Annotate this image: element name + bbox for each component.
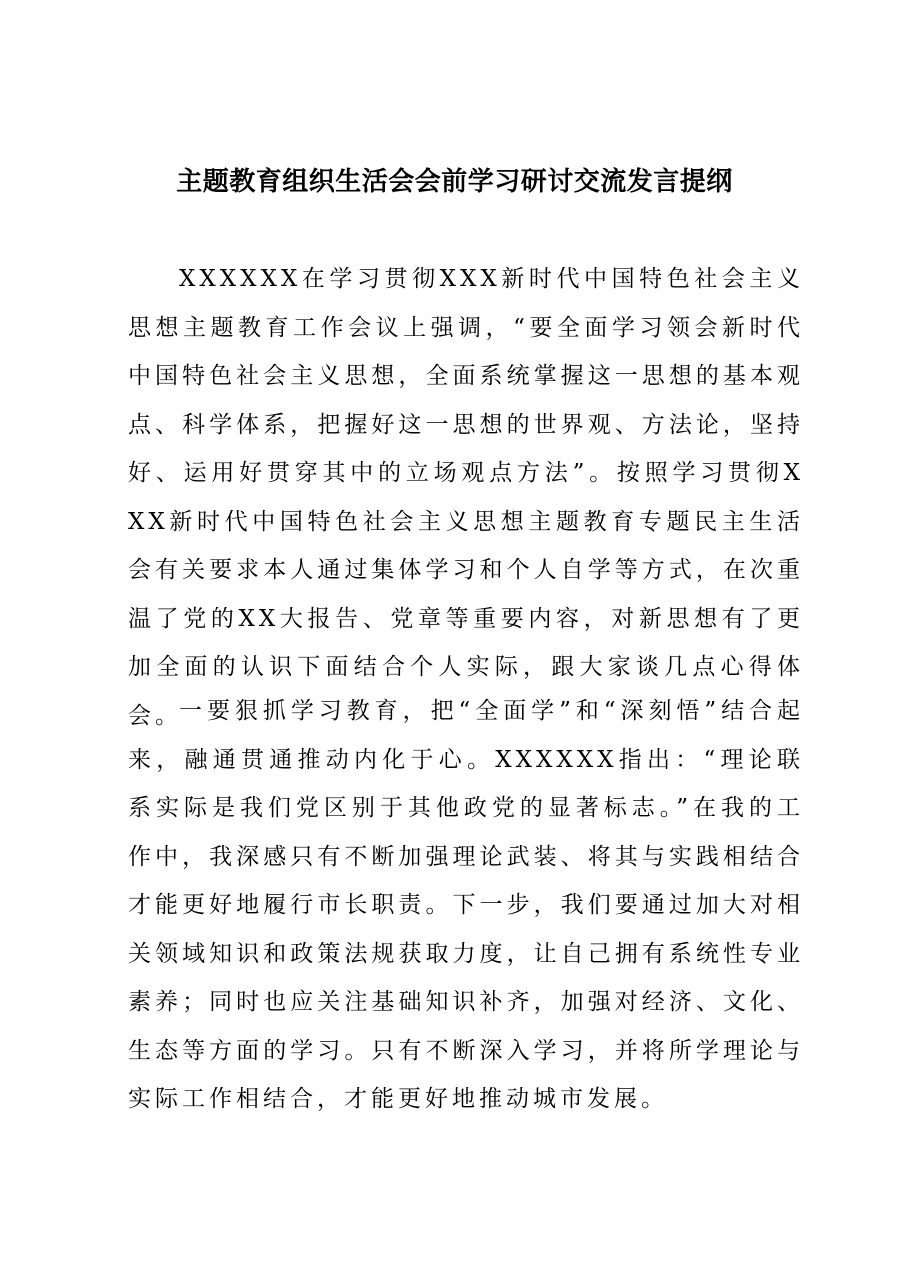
document-title: 主题教育组织生活会会前学习研讨交流发言提纲	[176, 167, 733, 197]
paragraph-point-one: 一要狠抓学习教育，把“全面学”和“深刻悟”结合起来，融通贯通推动内化于心。XXXXXX指出：“理论联系实际是我们党区别于其他政党的显著标志。”在我的工作中，我深感只有不断加强理论武装、将其与实践相结合才能更好地履行市长职责。下一步，我们要通过加大对相关领域知识和政策法规获取力度，让自己拥有系统性专业素养；同时也应关注基础知识补齐，加强对经济、文化、生态等方面的学习。只有不断深入学习，并将所学理论与实际工作相结合，才能更好地推动城市发展。	[128, 698, 804, 1112]
paragraph-intro: XXXXXX在学习贯彻XXX新时代中国特色社会主义思想主题教育工作会议上强调，“要全面学习领会新时代中国特色社会主义思想，全面系统掌握这一思想的基本观点、科学体系，把握好这一思想的世界观、方法论，坚持好、运用好贯穿其中的立场观点方法”。按照学习贯彻XXX新时代中国特色社会主义思想主题教育专题民主生活会有关要求本人通过集体学习和个人自学等方式，在次重温了党的XX大报告、党章等重要内容，对新思想有了更加全面的认识下面结合个人实际，跟大家谈几点心得体会。	[128, 266, 804, 729]
